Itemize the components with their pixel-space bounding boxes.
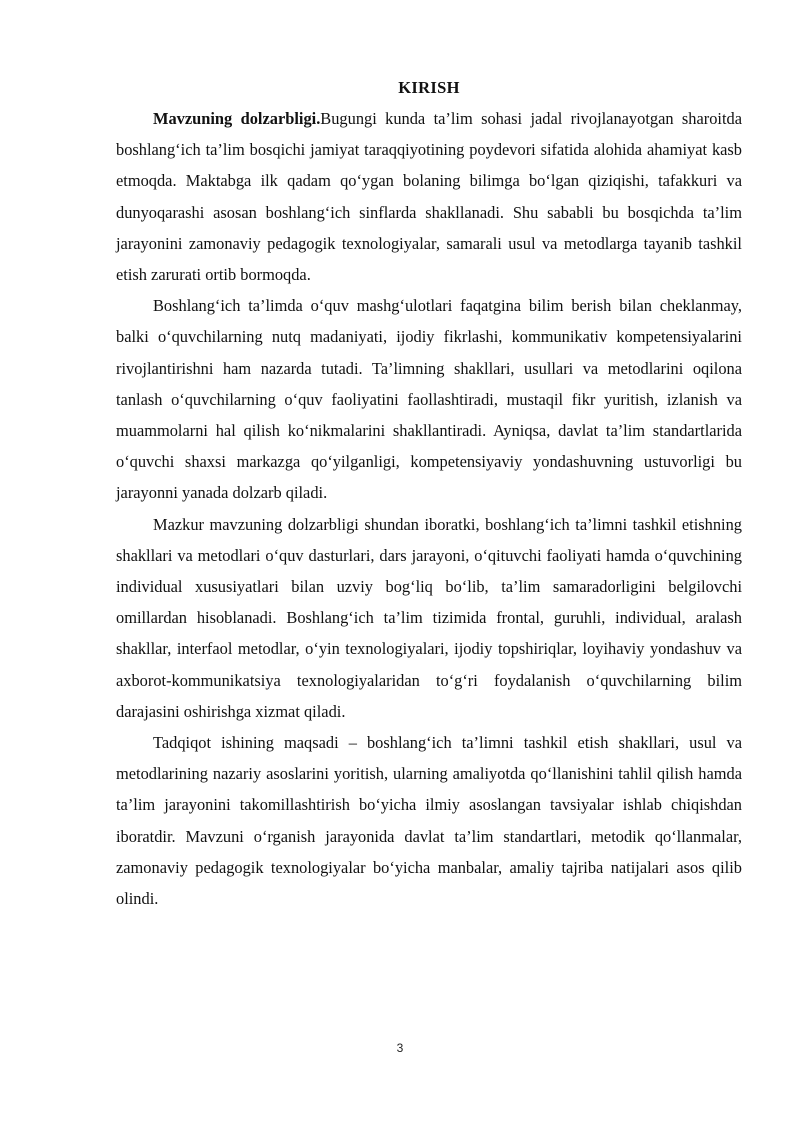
page-title: KIRISH [398,78,460,97]
paragraph-text: Mazkur mavzuning dolzarbligi shundan iboratki, boshlang‘ich ta’limni tashkil etishning shakllari va metodlari o‘quv dasturlari, dars jarayoni, o‘qituvchi faoliyati hamda o‘quvchining individual xususiyatlari bilan uzviy bog‘liq bo‘lib, ta’lim samaradorligini belgilovchi omillardan hisoblanadi. Boshlang‘ich ta’lim tizimida frontal, guruhli, individual, aralash shakllar, interfaol metodlar, o‘yin texnologiyalari, ijodiy topshiriqlar, loyihaviy yondashuv va axborot-kommunikatsiya texnologiyalaridan to‘g‘ri foydalanish o‘quvchilarning bilim darajasini oshirishga xizmat qiladi. [116,514,742,721]
page-content [116,72,742,914]
paragraph-text: Tadqiqot ishining maqsadi – boshlang‘ich ta’limni tashkil etish shakllari, usul va metodlarining nazariy asoslarini yoritish, ularning amaliyotda qo‘llanishini tahlil qilish hamda ta’lim jarayonini takomillashtirish bo‘yicha ilmiy asoslangan tavsiyalar ishlab chiqishdan iboratdir. Mavzuni o‘rganish jarayonida davlat ta’lim standartlari, metodik qo‘llanmalar, zamonaviy pedagogik texnologiyalar bo‘yicha manbalar, amaliy tajriba natijalari asos qilib olindi. [116,733,742,909]
paragraph-text: Bugungi kunda ta’lim sohasi jadal rivojlanayotgan sharoitda boshlang‘ich ta’lim bosqichi jamiyat taraqqiyotining poydevori sifatida alohida ahamiyat kasb etmoqda. Maktabga ilk qadam qo‘ygan bolaning bilimga bo‘lgan qiziqishi, tafakkuri va dunyoqarashi asosan boshlang‘ich sinflarda shakllanadi. Shu sababli bu bosqichda ta’lim jarayonini zamonaviy pedagogik texnologiyalar, samarali usul va metodlarga tayanib tashkil etish zarurati ortib bormoqda. [116,109,742,285]
paragraph-relevance [116,103,742,290]
paragraph-topic-importance [116,509,742,727]
page-number: 3 [396,1041,404,1055]
paragraph-research-goal [116,727,742,914]
paragraph-primary-education [116,290,742,508]
paragraph-text: Boshlang‘ich ta’limda o‘quv mashg‘ulotlari faqatgina bilim berish bilan cheklanmay, balki o‘quvchilarning nutq madaniyati, ijodiy fikrlashi, kommunikativ kompetensiyalarini rivojlantirishni ham nazarda tutadi. Ta’limning shakllari, usullari va metodlarini oqilona tanlash o‘quvchilarning o‘quv faoliyatini faollashtiradi, mustaqil fikr yuritish, izlanish va muammolarni hal qilish ko‘nikmalarini shakllantiradi. Ayniqsa, davlat ta’lim standartlarida o‘quvchi shaxsi markazga qo‘yilganligi, kompetensiyaviy yondashuvning ustuvorligi bu jarayonni yanada dolzarb qiladi. [116,296,742,503]
paragraph-lead: Mavzuning dolzarbligi. [153,109,321,128]
